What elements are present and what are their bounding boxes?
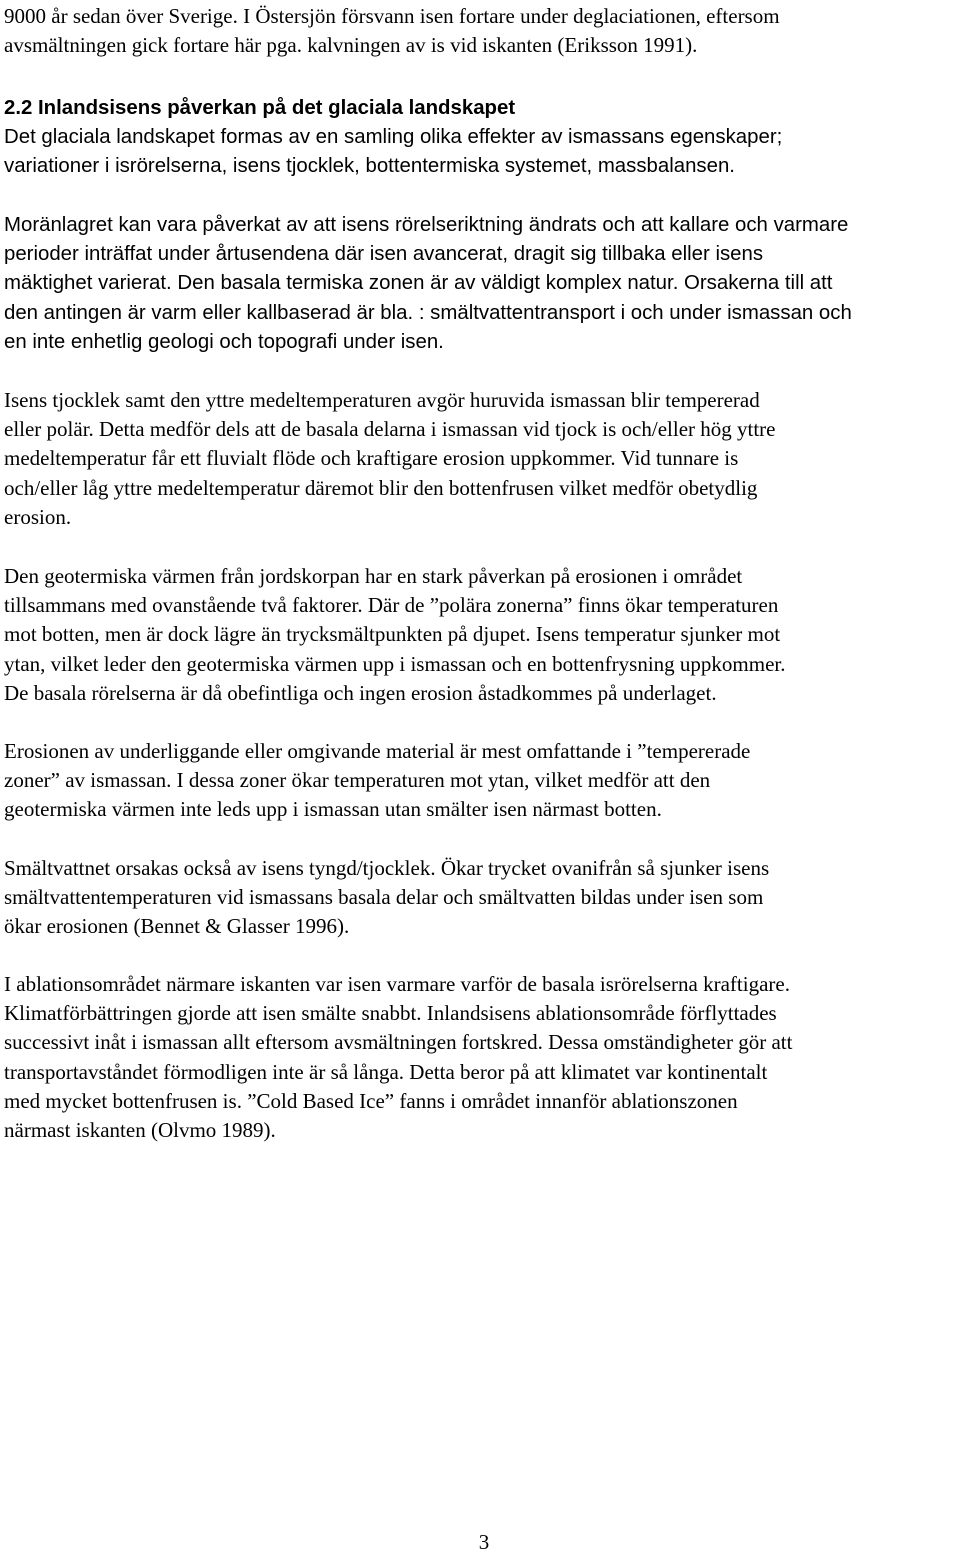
text-line: Smältvattnet orsakas också av isens tyngd/tjocklek. Ökar trycket ovanifrån så sjunker isens	[4, 856, 770, 880]
section-heading: 2.2 Inlandsisens påverkan på det glaciala landskapet	[4, 97, 516, 119]
text-line: Isens tjocklek samt den yttre medeltemperaturen avgör huruvida ismassan blir tempererad	[4, 388, 760, 412]
text-line: variationer i isrörelserna, isens tjocklek, bottentermiska systemet, massbalansen.	[4, 155, 735, 178]
paragraph-ablationsomradet	[4, 970, 792, 1145]
text-line: erosion.	[4, 504, 72, 529]
text-line: närmast iskanten (Olvmo 1989).	[4, 1118, 276, 1143]
text-line: perioder inträffat under årtusendena där isen avancerat, dragit sig tillbaka eller isens	[4, 243, 764, 266]
paragraph-erosionen	[4, 737, 750, 825]
text-line: mäktighet varierat. Den basala termiska zonen är av väldigt komplex natur. Orsakerna till att	[4, 272, 833, 295]
intro-paragraph	[4, 2, 780, 60]
paragraph-moranlagret	[4, 211, 852, 357]
text-line: eller polär. Detta medför dels att de basala delarna i ismassan vid tjock is och/eller hög yttre	[4, 417, 776, 442]
text-line: avsmältningen gick fortare här pga. kalvningen av is vid iskanten (Eriksson 1991).	[4, 33, 698, 58]
text-line: och/eller låg yttre medeltemperatur däremot blir den bottenfrusen vilket medför obetydlig	[4, 475, 758, 500]
text-line: geotermiska värmen inte leds upp i ismassan utan smälter isen närmast botten.	[4, 797, 662, 822]
text-line: 9000 år sedan över Sverige. I Östersjön försvann isen fortare under deglaciationen, eftersom	[4, 4, 780, 28]
section-block	[4, 94, 782, 182]
text-line: Moränlagret kan vara påverkat av att isens rörelseriktning ändrats och att kallare och varmare	[4, 214, 849, 236]
text-line: med mycket bottenfrusen is. ”Cold Based Ice” fanns i området innanför ablationszonen	[4, 1088, 738, 1113]
text-line: zoner” av ismassan. I dessa zoner ökar temperaturen mot ytan, vilket medför att den	[4, 768, 711, 793]
text-line: tillsammans med ovanstående två faktorer. Där de ”polära zonerna” finns ökar temperaturen	[4, 593, 779, 618]
text-line: den antingen är varm eller kallbaserad är bla. : smältvattentransport i och under ismassan och	[4, 301, 852, 324]
text-line: De basala rörelserna är då obefintliga och ingen erosion åstadkommes på underlaget.	[4, 680, 717, 705]
paragraph-isens-tjocklek	[4, 386, 776, 532]
text-line: transportavståndet förmodligen inte är så långa. Detta beror på att klimatet var kontinentalt	[4, 1059, 768, 1084]
text-line: smältvattentemperaturen vid ismassans basala delar och smältvatten bildas under isen som	[4, 885, 764, 910]
text-line: Den geotermiska värmen från jordskorpan har en stark påverkan på erosionen i området	[4, 564, 743, 588]
text-line: en inte enhetlig geologi och topografi under isen.	[4, 330, 444, 353]
text-line: Det glaciala landskapet formas av en samling olika effekter av ismassans egenskaper;	[4, 126, 783, 149]
paragraph-geotermiska-varmen	[4, 562, 785, 708]
page-number: 3	[478, 1530, 490, 1554]
text-line: Erosionen av underliggande eller omgivande material är mest omfattande i ”tempererade	[4, 739, 751, 763]
paragraph-smaltvattnet	[4, 854, 769, 942]
text-line: medeltemperatur får ett fluvialt flöde och kraftigare erosion uppkommer. Vid tunnare is	[4, 446, 739, 471]
text-line: I ablationsområdet närmare iskanten var isen varmare varför de basala isrörelserna kraftigare.	[4, 972, 790, 996]
text-line: mot botten, men är dock lägre än trycksmältpunkten på djupet. Isens temperatur sjunker mot	[4, 622, 781, 647]
text-line: Klimatförbättringen gjorde att isen smälte snabbt. Inlandsisens ablationsområde förflyttades	[4, 1001, 777, 1026]
text-line: successivt inåt i ismassan allt eftersom avsmältningen fortskred. Dessa omständigheter gör att	[4, 1030, 793, 1055]
text-line: ökar erosionen (Bennet & Glasser 1996).	[4, 914, 350, 939]
text-line: ytan, vilket leder den geotermiska värmen upp i ismassan och en bottenfrysning uppkommer.	[4, 651, 786, 676]
